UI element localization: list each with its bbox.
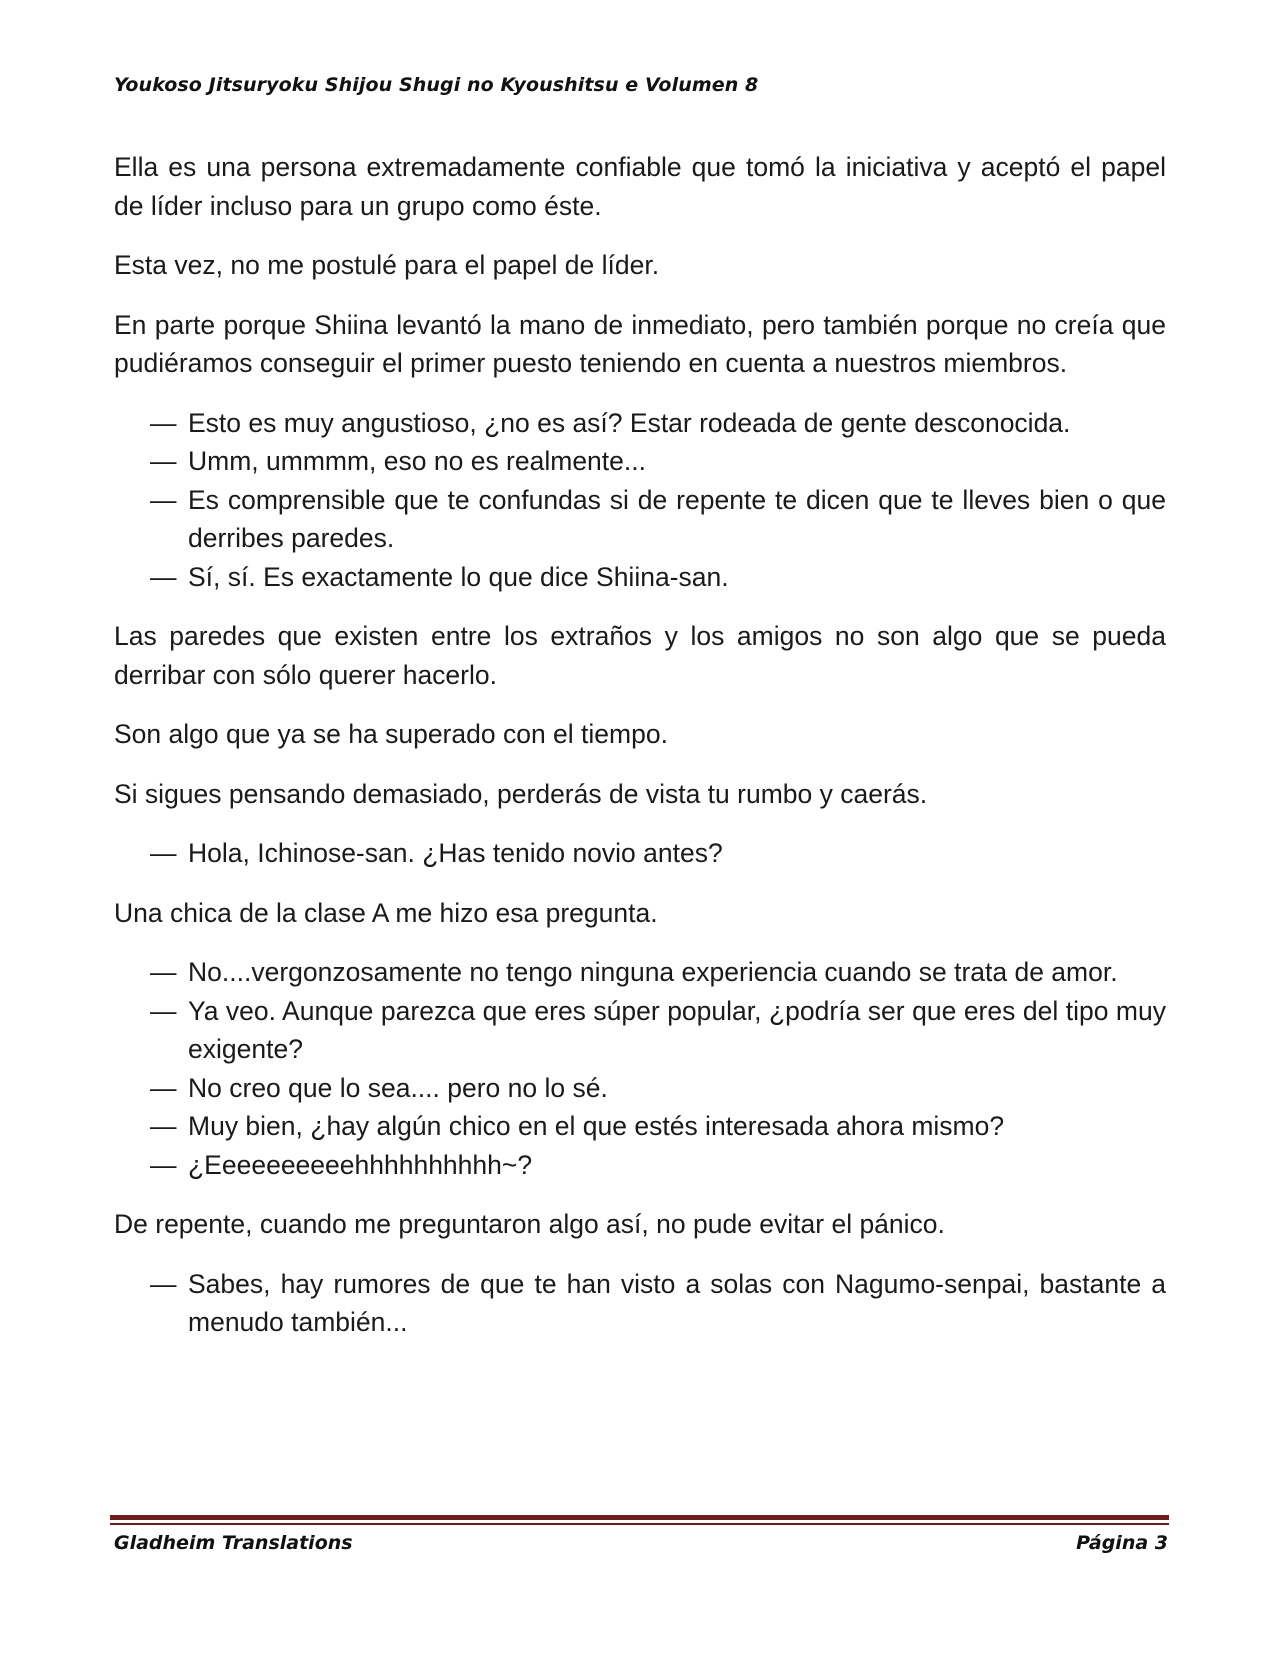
page-header-title: Youkoso Jitsuryoku Shijou Shugi no Kyoushitsu e Volumen 8 bbox=[114, 74, 759, 96]
dialog-dash: — bbox=[150, 1268, 177, 1299]
dialog-text: Sabes, hay rumores de que te han visto a solas con Nagumo-senpai, bastante a menudo también... bbox=[188, 1268, 1166, 1337]
dialog-dash: — bbox=[150, 1149, 177, 1180]
footer-credit: Gladheim Translations bbox=[114, 1532, 353, 1554]
dialog-group bbox=[114, 953, 1166, 1184]
paragraph: Ella es una persona extremadamente confiable que tomó la iniciativa y aceptó el papel de líder incluso para un grupo como éste. bbox=[114, 152, 1166, 221]
dialog-line bbox=[114, 1069, 1166, 1108]
dialog-dash: — bbox=[150, 957, 177, 987]
dialog-dash: — bbox=[150, 1111, 177, 1141]
page-body bbox=[114, 148, 1166, 1363]
dialog-line bbox=[114, 953, 1166, 992]
dialog-text: Ya veo. Aunque parezca que eres súper popular, ¿podría ser que eres del tipo muy exigente? bbox=[188, 995, 1166, 1064]
dialog-dash: — bbox=[150, 446, 177, 476]
dialog-line bbox=[114, 1265, 1166, 1342]
dialog-dash: — bbox=[150, 407, 177, 438]
dialog-text: Muy bien, ¿hay algún chico en el que estés interesada ahora mismo? bbox=[188, 1111, 1005, 1141]
dialog-dash: — bbox=[150, 995, 177, 1026]
dialog-line bbox=[114, 442, 1166, 481]
dialog-dash: — bbox=[150, 561, 177, 592]
dialog-dash: — bbox=[150, 1072, 177, 1103]
dialog-text: Umm, ummmm, eso no es realmente... bbox=[188, 446, 646, 476]
paragraph: Las paredes que existen entre los extraños y los amigos no son algo que se pueda derribar con sólo querer hacerlo. bbox=[114, 621, 1166, 690]
page-number: Página 3 bbox=[1076, 1532, 1168, 1554]
dialog-text: No....vergonzosamente no tengo ninguna experiencia cuando se trata de amor. bbox=[188, 957, 1118, 987]
dialog-group bbox=[114, 834, 1166, 873]
paragraph: Una chica de la clase A me hizo esa pregunta. bbox=[114, 897, 658, 928]
dialog-dash: — bbox=[150, 484, 177, 515]
paragraph: Son algo que ya se ha superado con el tiempo. bbox=[114, 719, 668, 749]
paragraph: Esta vez, no me postulé para el papel de líder. bbox=[114, 250, 660, 280]
dialog-text: Es comprensible que te confundas si de repente te dicen que te lleves bien o que derribes paredes. bbox=[188, 484, 1166, 553]
dialog-group bbox=[114, 404, 1166, 597]
dialog-text: Sí, sí. Es exactamente lo que dice Shiina-san. bbox=[188, 561, 729, 592]
dialog-line bbox=[114, 1146, 1166, 1185]
footer-divider-thin bbox=[110, 1523, 1169, 1525]
dialog-text: Esto es muy angustioso, ¿no es así? Estar rodeada de gente desconocida. bbox=[188, 407, 1071, 438]
paragraph: De repente, cuando me preguntaron algo así, no pude evitar el pánico. bbox=[114, 1209, 945, 1239]
dialog-line bbox=[114, 481, 1166, 558]
paragraph: Si sigues pensando demasiado, perderás de vista tu rumbo y caerás. bbox=[114, 778, 928, 809]
dialog-text: Hola, Ichinose-san. ¿Has tenido novio antes? bbox=[188, 838, 723, 868]
dialog-text: No creo que lo sea.... pero no lo sé. bbox=[188, 1072, 608, 1103]
dialog-text: ¿Eeeeeeeeeehhhhhhhhhh~? bbox=[188, 1149, 533, 1180]
dialog-group bbox=[114, 1265, 1166, 1342]
dialog-dash: — bbox=[150, 838, 177, 868]
dialog-line bbox=[114, 834, 1166, 873]
dialog-line bbox=[114, 1107, 1166, 1146]
dialog-line bbox=[114, 404, 1166, 443]
dialog-line bbox=[114, 558, 1166, 597]
dialog-line bbox=[114, 992, 1166, 1069]
paragraph: En parte porque Shiina levantó la mano de inmediato, pero también porque no creía que pudiéramos conseguir el primer puesto teniendo en cuenta a nuestros miembros. bbox=[114, 309, 1166, 378]
footer-divider bbox=[110, 1515, 1169, 1520]
